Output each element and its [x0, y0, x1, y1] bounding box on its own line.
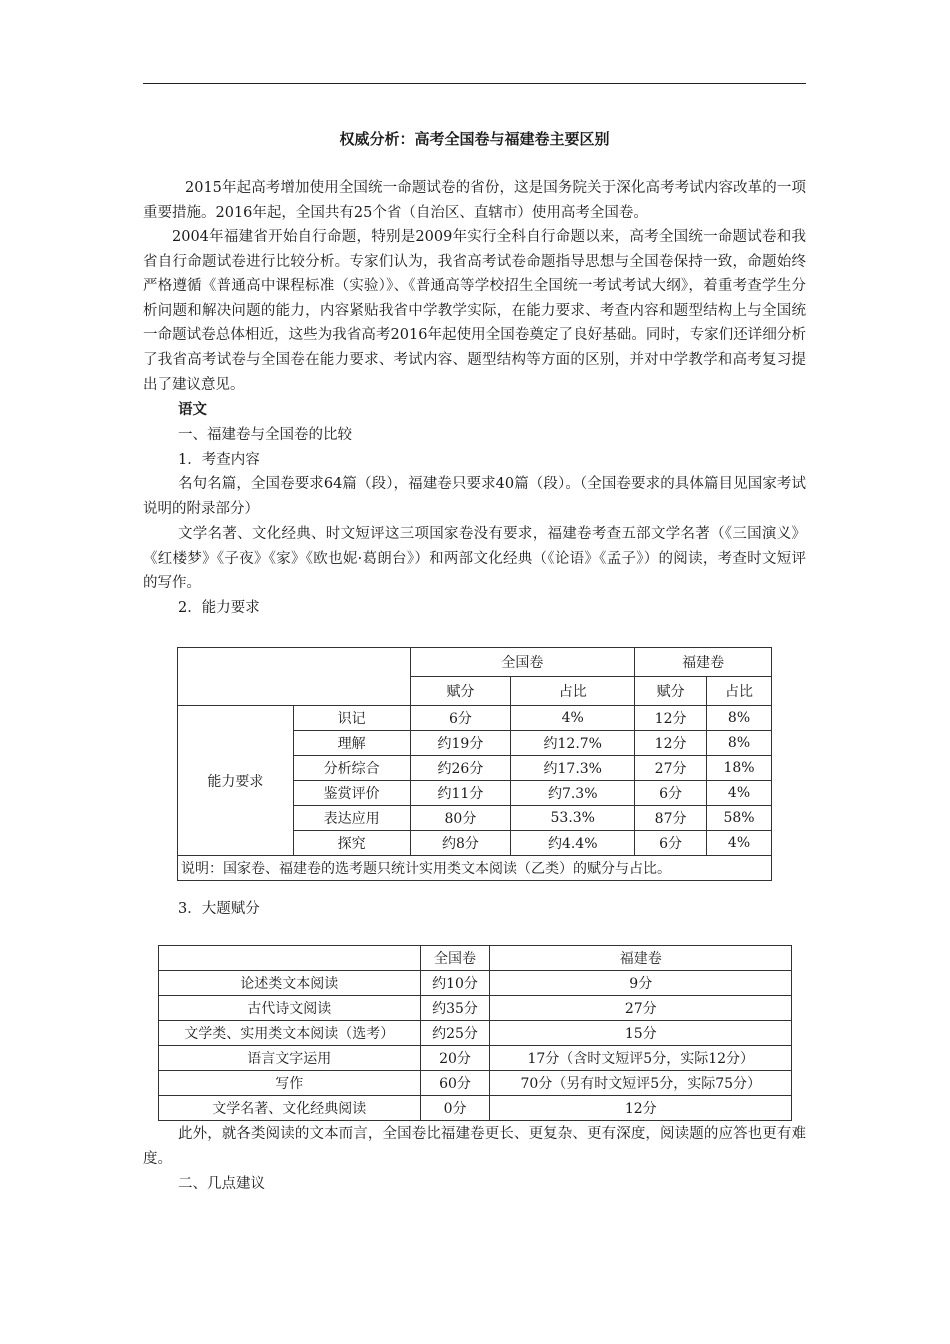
row-group-label: 能力要求: [178, 706, 294, 856]
table-cell: 约11分: [410, 781, 511, 806]
content-paragraph-1: 名句名篇，全国卷要求64篇（段），福建卷只要求40篇（段）。（全国卷要求的具体篇目见国家考试说明的附录部分）: [143, 476, 806, 517]
closing-paragraph: 此外，就各类阅读的文本而言，全国卷比福建卷更长、更复杂、更有深度，阅读题的应答也更有难度。: [143, 1126, 806, 1167]
column-header: 占比: [511, 677, 635, 706]
row-label: 文学类、实用类文本阅读（选考）: [159, 1021, 421, 1046]
intro-paragraph-1: 2015年起高考增加使用全国统一命题试卷的省份，这是国务院关于深化高考考试内容改革的一项重要措施。2016年起，全国共有25个省（自治区、直辖市）使用高考全国卷。: [143, 180, 806, 221]
row-label: 表达应用: [293, 806, 410, 831]
table-cell: 约10分: [420, 971, 490, 996]
item-heading-2: 2．能力要求: [178, 600, 260, 616]
row-label: 文学名著、文化经典阅读: [159, 1096, 421, 1121]
table-cell: 约7.3%: [511, 781, 635, 806]
table-row: [159, 1021, 792, 1046]
column-group-header: 全国卷: [410, 648, 635, 677]
table-corner-cell: [178, 648, 411, 706]
table-cell: 8%: [707, 706, 772, 731]
row-label: 古代诗文阅读: [159, 996, 421, 1021]
table-cell: 约4.4%: [511, 831, 635, 856]
table-cell: 58%: [707, 806, 772, 831]
table-cell: 70分（另有时文短评5分，实际75分）: [490, 1071, 792, 1096]
item-heading-3: 3．大题赋分: [178, 901, 260, 917]
table-row: [159, 1096, 792, 1121]
subject-heading: 语文: [178, 402, 207, 418]
column-group-header: 福建卷: [635, 648, 772, 677]
table-row: [178, 706, 772, 731]
section-heading-2: 二、几点建议: [178, 1176, 265, 1192]
table-cell: 18%: [707, 756, 772, 781]
ability-table: [177, 647, 772, 881]
column-header: 全国卷: [420, 946, 490, 971]
table-cell: 约12.7%: [511, 731, 635, 756]
table-cell: 6分: [635, 781, 707, 806]
row-label: 分析综合: [293, 756, 410, 781]
table-corner-cell: [159, 946, 421, 971]
column-header: 赋分: [410, 677, 511, 706]
table-cell: 8%: [707, 731, 772, 756]
table-cell: 约26分: [410, 756, 511, 781]
row-label: 语言文字运用: [159, 1046, 421, 1071]
table-cell: 80分: [410, 806, 511, 831]
intro-paragraph-2: 2004年福建省开始自行命题，特别是2009年实行全科自行命题以来，高考全国统一命题试卷和我省自行命题试卷进行比较分析。专家们认为，我省高考试卷命题指导思想与全国卷保持一致，命题始终严格遵循《普通高中课程标准（实验）》、《普通高等学校招生全国统一考试考试大纲》，着重考查学生分析问题和解决问题的能力，内容紧贴我省中学教学实际，在能力要求、考查内容和题型结构上与全国统一命题试卷总体相近，这些为我省高考2016年起使用全国卷奠定了良好基础。同时，专家们还详细分析了我省高考试卷与全国卷在能力要求、考试内容、题型结构等方面的区别，并对中学教学和高考复习提出了建议意见。: [143, 229, 806, 393]
row-label: 理解: [293, 731, 410, 756]
table-cell: 53.3%: [511, 806, 635, 831]
table-header-row: [159, 946, 792, 971]
table-cell: 0分: [420, 1096, 490, 1121]
table-cell: 6分: [410, 706, 511, 731]
table-cell: 27分: [490, 996, 792, 1021]
table-cell: 12分: [635, 731, 707, 756]
column-header: 占比: [707, 677, 772, 706]
table-note: 说明：国家卷、福建卷的选考题只统计实用类文本阅读（乙类）的赋分与占比。: [178, 856, 772, 881]
section-heading-1: 一、福建卷与全国卷的比较: [178, 427, 352, 443]
table-row: [159, 971, 792, 996]
table-cell: 约35分: [420, 996, 490, 1021]
row-label: 鉴赏评价: [293, 781, 410, 806]
table-cell: 4%: [511, 706, 635, 731]
table-cell: 27分: [635, 756, 707, 781]
row-label: 探究: [293, 831, 410, 856]
table-cell: 15分: [490, 1021, 792, 1046]
table-cell: 12分: [490, 1096, 792, 1121]
table-header-row: [178, 648, 772, 677]
table-note-row: [178, 856, 772, 881]
table-cell: 17分（含时文短评5分，实际12分）: [490, 1046, 792, 1071]
row-label: 论述类文本阅读: [159, 971, 421, 996]
table-cell: 约25分: [420, 1021, 490, 1046]
table-cell: 约19分: [410, 731, 511, 756]
row-label: 写作: [159, 1071, 421, 1096]
page-title: 权威分析：高考全国卷与福建卷主要区别: [339, 130, 610, 148]
table-row: [159, 1046, 792, 1071]
column-header: 福建卷: [490, 946, 792, 971]
table-cell: 87分: [635, 806, 707, 831]
table-cell: 12分: [635, 706, 707, 731]
score-table: [158, 945, 792, 1121]
header-rule: [143, 83, 806, 84]
table-cell: 9分: [490, 971, 792, 996]
table-cell: 6分: [635, 831, 707, 856]
table-row: [159, 996, 792, 1021]
table-row: [159, 1071, 792, 1096]
content-paragraph-2: 文学名著、文化经典、时文短评这三项国家卷没有要求，福建卷考查五部文学名著（《三国演义》《红楼梦》《子夜》《家》《欧也妮·葛朗台》）和两部文化经典（《论语》《孟子》）的阅读，考查时文短评的写作。: [143, 526, 806, 592]
item-heading-1: 1．考查内容: [178, 452, 260, 468]
column-header: 赋分: [635, 677, 707, 706]
table-cell: 约8分: [410, 831, 511, 856]
table-cell: 4%: [707, 781, 772, 806]
table-cell: 20分: [420, 1046, 490, 1071]
table-cell: 60分: [420, 1071, 490, 1096]
table-cell: 约17.3%: [511, 756, 635, 781]
table-cell: 4%: [707, 831, 772, 856]
row-label: 识记: [293, 706, 410, 731]
